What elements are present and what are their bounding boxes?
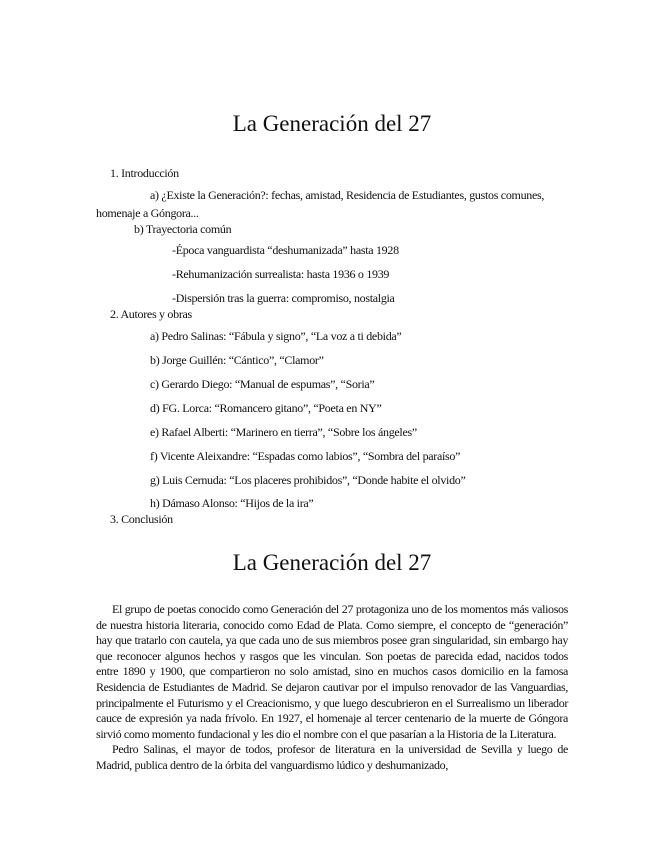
section-title: La Generación del 27	[232, 550, 432, 575]
paragraph: Pedro Salinas, el mayor de todos, profesor de literatura en la universidad de Sevilla y luego de Madrid, publica dentro de la órbita del vanguardismo lúdico y deshumanizado,	[96, 742, 568, 772]
outline-item-trayectoria: b) Trayectoria común	[134, 222, 232, 236]
outline-item-alberti: e) Rafael Alberti: “Marinero en tierra”, “Sobre los ángeles”	[150, 425, 417, 439]
outline-item-cernuda: g) Luis Cernuda: “Los placeres prohibidos”, “Donde habite el olvido”	[150, 473, 466, 487]
outline-item-dispersion: -Dispersión tras la guerra: compromiso, nostalgia	[172, 291, 395, 305]
outline-item-autores: 2. Autores y obras	[110, 307, 192, 321]
outline-item-epoca-vanguardista: -Época vanguardista “deshumanizada” hasta 1928	[172, 243, 399, 257]
page-title: La Generación del 27	[232, 111, 432, 136]
outline-item-introduccion: 1. Introducción	[110, 166, 179, 180]
outline-item-alonso: h) Dámaso Alonso: “Hijos de la ira”	[150, 496, 314, 510]
body-text	[96, 602, 568, 774]
outline-item-lorca: d) FG. Lorca: “Romancero gitano”, “Poeta en NY”	[150, 401, 382, 415]
outline-item-rehumanizacion: -Rehumanización surrealista: hasta 1936 o 1939	[172, 267, 390, 281]
outline-item-diego: c) Gerardo Diego: “Manual de espumas”, “Soria”	[150, 377, 375, 391]
outline-item-existe-generacion: a) ¿Existe la Generación?: fechas, amistad, Residencia de Estudiantes, gustos comunes, homenaje a Góngora...	[96, 188, 545, 220]
outline-item-aleixandre: f) Vicente Aleixandre: “Espadas como labios”, “Sombra del paraíso”	[150, 449, 461, 463]
outline-item-salinas: a) Pedro Salinas: “Fábula y signo”, “La voz a ti debida”	[150, 329, 402, 343]
outline-item-conclusion: 3. Conclusión	[110, 512, 173, 526]
outline-item-guillen: b) Jorge Guillén: “Cántico”, “Clamor”	[150, 353, 324, 367]
paragraph: El grupo de poetas conocido como Generación del 27 protagoniza uno de los momentos más valiosos de nuestra historia literaria, conocido como Edad de Plata. Como siempre, el concepto de “generación” hay que tratarlo con cautela, ya que cada uno de sus miembros posee gran singularidad, sin embargo hay que reconocer algunos hechos y rasgos que les vinculan. Son poetas de parecida edad, nacidos todos entre 1890 y 1900, que compartieron no solo amistad, sino en muchos casos domicilio en la famosa Residencia de Estudiantes de Madrid. Se dejaron cautivar por el impulso renovador de las Vanguardias, principalmente el Futurismo y el Creacionismo, y que luego descubrieron en el Surrealismo un liberador cauce de expresión ya nada frívolo. En 1927, el homenaje al tercer centenario de la muerte de Góngora sirvió como momento fundacional y les dio el nombre con el que pasarían a la Historia de la Literatura.	[96, 602, 568, 741]
